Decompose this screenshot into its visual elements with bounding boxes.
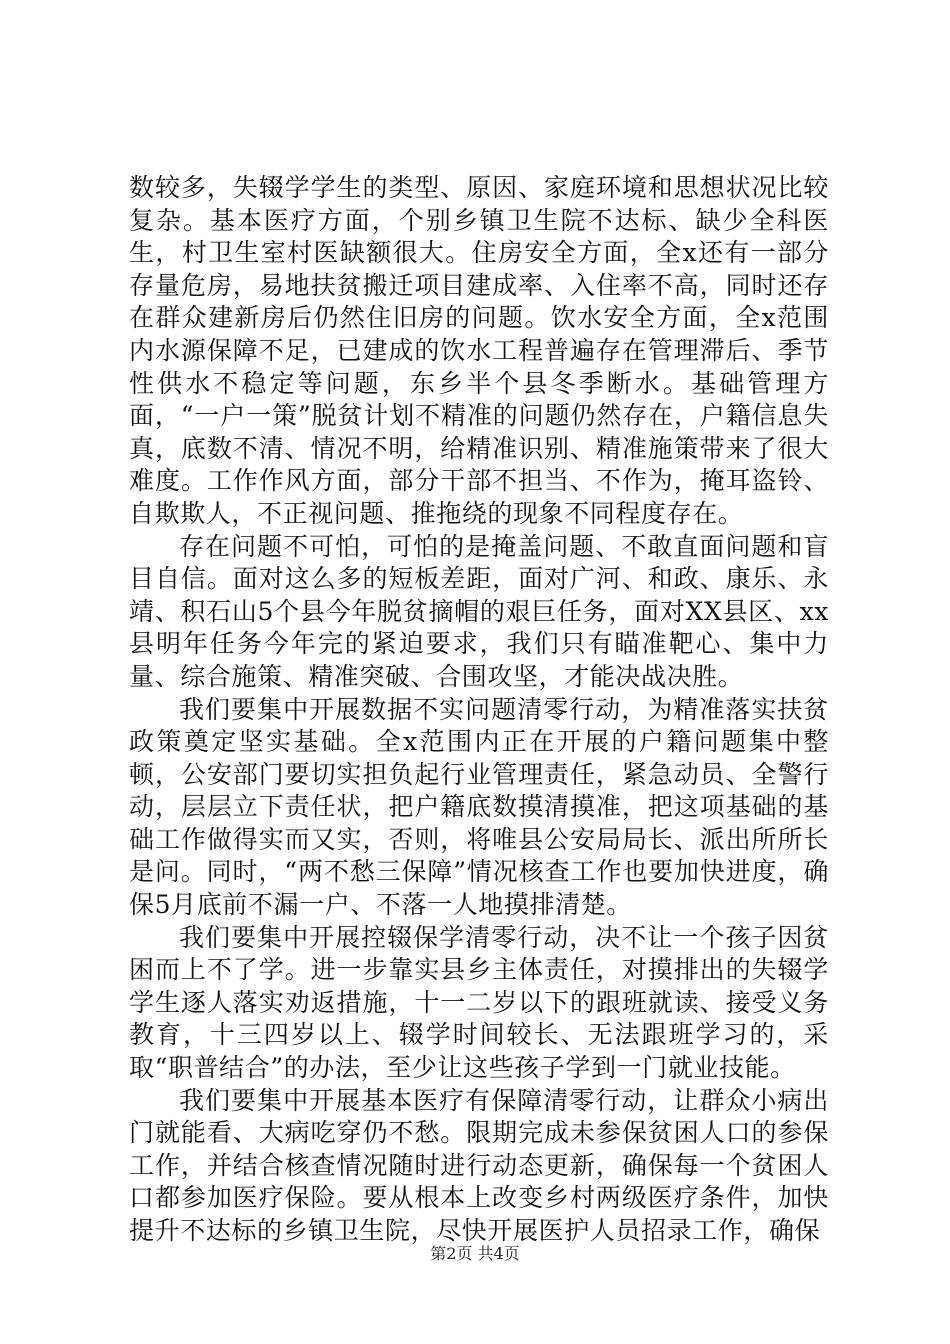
paragraph: 我们要集中开展控辍保学清零行动，决不让一个孩子因贫困而上不了学。进一步靠实县乡主体责任，对摸排出的失辍学学生逐人落实劝返措施，十一二岁以下的跟班就读、接受义务教育，十三四岁以上、辍学时间较长、无法跟班学习的，采取“职普结合”的办法，至少让这些孩子学到一门就业技能。 (129, 922, 829, 1083)
paragraph: 存在问题不可怕，可怕的是掩盖问题、不敢直面问题和盲目自信。面对这么多的短板差距，面对广河、和政、康乐、永靖、积石山5个县今年脱贫摘帽的艰巨任务，面对XX县区、xx县明年任务今年完的紧迫要求，我们只有瞄准靶心、集中力量、综合施策、精准突破、合围攻坚，才能决战决胜。 (129, 531, 829, 691)
paragraph: 我们要集中开展基本医疗有保障清零行动，让群众小病出门就能看、大病吃穿仍不愁。限期完成未参保贫困人口的参保工作，并结合核查情况随时进行动态更新，确保每一个贫困人口都参加医疗保险。要从根本上改变乡村两级医疗条件，加快提升不达标的乡镇卫生院，尽快开展医护人员招录工作，确保 (129, 1085, 829, 1245)
page-number: 第2页 共4页 (430, 1244, 520, 1263)
paragraph: 我们要集中开展数据不实问题清零行动，为精准落实扶贫政策奠定坚实基础。全x范围内正在开展的户籍问题集中整顿，公安部门要切实担负起行业管理责任，紧急动员、全警行动，层层立下责任状，把户籍底数摸清摸准，把这项基础的基础工作做得实而又实，否则，将唯县公安局局长、派出所所长是问。同时，“两不愁三保障”情况核查工作也要加快进度，确保5月底前不漏一户、不落一人地摸排清楚。 (129, 694, 829, 920)
document-body (129, 172, 829, 1248)
page-footer (0, 1244, 950, 1264)
paragraph: 数较多，失辍学学生的类型、原因、家庭环境和思想状况比较复杂。基本医疗方面，个别乡镇卫生院不达标、缺少全科医生，村卫生室村医缺额很大。住房安全方面，全x还有一部分存量危房，易地扶贫搬迁项目建成率、入住率不高，同时还存在群众建新房后仍然住旧房的问题。饮水安全方面，全x范围内水源保障不足，已建成的饮水工程普遍存在管理滞后、季节性供水不稳定等问题，东乡半个县冬季断水。基础管理方面，“一户一策”脱贫计划不精准的问题仍然存在，户籍信息失真，底数不清、情况不明，给精准识别、精准施策带来了很大难度。工作作风方面，部分干部不担当、不作为，掩耳盗铃、自欺欺人，不正视问题、推拖绕的现象不同程度存在。 (129, 173, 829, 528)
